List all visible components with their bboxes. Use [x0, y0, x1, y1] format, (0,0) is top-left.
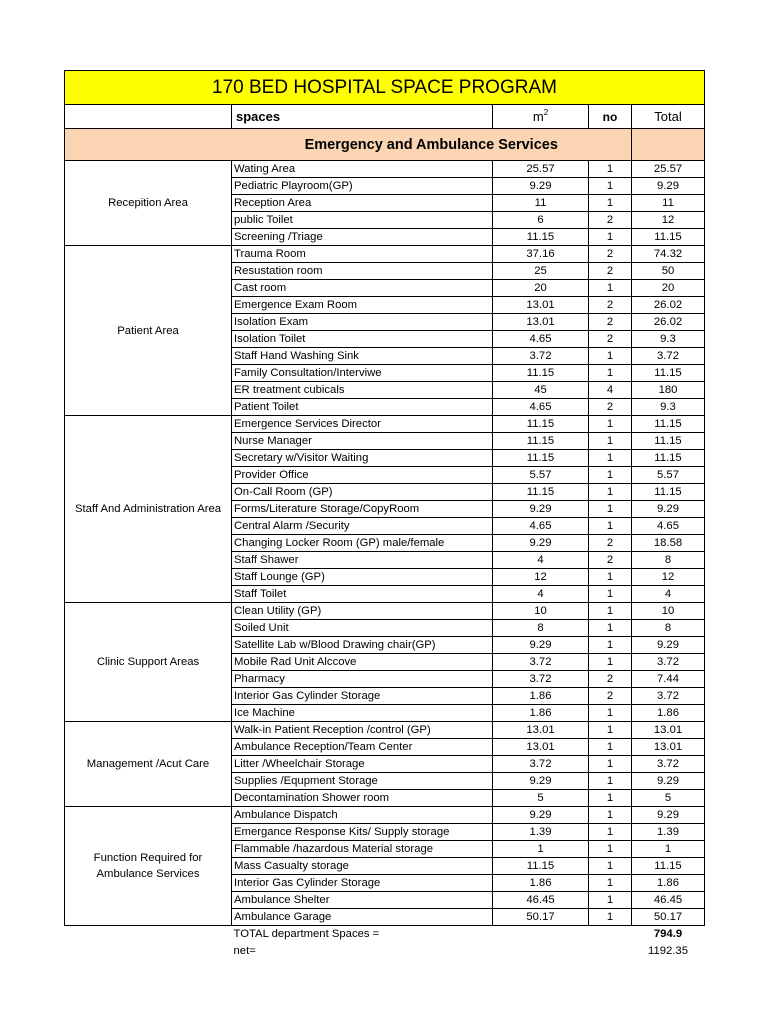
area-cell: 9.29: [493, 637, 589, 654]
space-name-cell: Ambulance Garage: [232, 909, 493, 926]
space-name-cell: Mobile Rad Unit Alccove: [232, 654, 493, 671]
total-cell: 3.72: [632, 348, 705, 365]
space-name-cell: Cast room: [232, 280, 493, 297]
area-cell: 6: [493, 212, 589, 229]
total-cell: 10: [632, 603, 705, 620]
count-cell: 2: [589, 297, 632, 314]
area-cell: 4.65: [493, 331, 589, 348]
space-name-cell: Central Alarm /Security: [232, 518, 493, 535]
count-cell: 2: [589, 314, 632, 331]
area-cell: 11.15: [493, 450, 589, 467]
header-area-exponent: 2: [543, 108, 549, 117]
area-cell: 3.72: [493, 671, 589, 688]
area-cell: 1: [493, 841, 589, 858]
count-cell: 1: [589, 620, 632, 637]
total-cell: 13.01: [632, 739, 705, 756]
area-cell: 25: [493, 263, 589, 280]
count-cell: 2: [589, 331, 632, 348]
net-row: [65, 942, 705, 959]
group-label: Staff And Administration Area: [65, 416, 232, 603]
space-name-cell: Pharmacy: [232, 671, 493, 688]
total-cell: 50: [632, 263, 705, 280]
area-cell: 9.29: [493, 773, 589, 790]
area-cell: 1.39: [493, 824, 589, 841]
total-cell: 1.39: [632, 824, 705, 841]
area-cell: 5.57: [493, 467, 589, 484]
area-cell: 8: [493, 620, 589, 637]
net-label: net=: [233, 944, 256, 957]
area-cell: 3.72: [493, 654, 589, 671]
count-cell: 2: [589, 688, 632, 705]
space-name-cell: Satellite Lab w/Blood Drawing chair(GP): [232, 637, 493, 654]
total-cell: 74.32: [632, 246, 705, 263]
area-cell: 4.65: [493, 399, 589, 416]
total-cell: 18.58: [632, 535, 705, 552]
total-label: TOTAL department Spaces =: [233, 928, 380, 941]
count-cell: 1: [589, 875, 632, 892]
title-row: [65, 71, 705, 105]
total-cell: 5: [632, 790, 705, 807]
total-cell: 8: [632, 620, 705, 637]
total-cell: 11.15: [632, 365, 705, 382]
space-name-cell: Changing Locker Room (GP) male/female: [232, 535, 493, 552]
count-cell: 1: [589, 195, 632, 212]
area-cell: 13.01: [493, 297, 589, 314]
total-cell: 11.15: [632, 858, 705, 875]
footer-blank: [65, 926, 232, 943]
table-row: [65, 161, 705, 178]
space-name-cell: Provider Office: [232, 467, 493, 484]
count-cell: 1: [589, 161, 632, 178]
space-program-table: [64, 70, 705, 959]
header-area: [493, 105, 589, 129]
total-row: [65, 926, 705, 943]
count-cell: 2: [589, 552, 632, 569]
count-cell: 1: [589, 722, 632, 739]
total-cell: 11.15: [632, 433, 705, 450]
space-name-cell: Emergence Exam Room: [232, 297, 493, 314]
space-name-cell: Trauma Room: [232, 246, 493, 263]
footer-blank: [65, 942, 232, 959]
space-name-cell: Interior Gas Cylinder Storage: [232, 688, 493, 705]
space-name-cell: Mass Casualty storage: [232, 858, 493, 875]
page-title: 170 BED HOSPITAL SPACE PROGRAM: [65, 71, 705, 105]
area-cell: 10: [493, 603, 589, 620]
area-cell: 9.29: [493, 807, 589, 824]
count-cell: 1: [589, 807, 632, 824]
space-name-cell: Wating Area: [232, 161, 493, 178]
total-cell: 11.15: [632, 416, 705, 433]
area-cell: 25.57: [493, 161, 589, 178]
count-cell: 1: [589, 433, 632, 450]
area-cell: 9.29: [493, 535, 589, 552]
header-spaces: spaces: [232, 105, 493, 129]
area-cell: 4: [493, 586, 589, 603]
section-blank: [65, 129, 232, 161]
total-cell: 26.02: [632, 297, 705, 314]
total-cell: 25.57: [632, 161, 705, 178]
total-cell: 3.72: [632, 756, 705, 773]
area-cell: 12: [493, 569, 589, 586]
area-cell: 11.15: [493, 416, 589, 433]
count-cell: 4: [589, 382, 632, 399]
total-cell: 9.3: [632, 331, 705, 348]
area-cell: 13.01: [493, 314, 589, 331]
total-cell: 1: [632, 841, 705, 858]
space-name-cell: Staff Toilet: [232, 586, 493, 603]
table-row: [65, 722, 705, 739]
space-name-cell: Ambulance Dispatch: [232, 807, 493, 824]
area-cell: 50.17: [493, 909, 589, 926]
group-label: Clinic Support Areas: [65, 603, 232, 722]
count-cell: 1: [589, 178, 632, 195]
space-name-cell: Flammable /hazardous Material storage: [232, 841, 493, 858]
total-cell: 11.15: [632, 450, 705, 467]
count-cell: 2: [589, 399, 632, 416]
table-row: [65, 807, 705, 824]
section-total-blank: [632, 129, 705, 161]
table-row: [65, 416, 705, 433]
area-cell: 11.15: [493, 365, 589, 382]
area-cell: 4: [493, 552, 589, 569]
total-cell: 9.29: [632, 637, 705, 654]
count-cell: 1: [589, 739, 632, 756]
header-area-unit: m: [532, 109, 544, 124]
total-cell: 13.01: [632, 722, 705, 739]
area-cell: 3.72: [493, 756, 589, 773]
space-name-cell: Staff Lounge (GP): [232, 569, 493, 586]
total-cell: 9.3: [632, 399, 705, 416]
count-cell: 1: [589, 416, 632, 433]
count-cell: 1: [589, 569, 632, 586]
count-cell: 1: [589, 824, 632, 841]
space-name-cell: Soiled Unit: [232, 620, 493, 637]
total-cell: 3.72: [632, 654, 705, 671]
space-name-cell: Ambulance Shelter: [232, 892, 493, 909]
total-cell: 11.15: [632, 229, 705, 246]
space-name-cell: Patient Toilet: [232, 399, 493, 416]
area-cell: 9.29: [493, 501, 589, 518]
total-cell: 12: [632, 569, 705, 586]
total-value: 794.9: [653, 928, 683, 941]
space-name-cell: Forms/Literature Storage/CopyRoom: [232, 501, 493, 518]
space-name-cell: Staff Hand Washing Sink: [232, 348, 493, 365]
total-cell: 1.86: [632, 705, 705, 722]
area-cell: 4.65: [493, 518, 589, 535]
space-name-cell: Emergance Response Kits/ Supply storage: [232, 824, 493, 841]
total-cell: 5.57: [632, 467, 705, 484]
space-name-cell: Ice Machine: [232, 705, 493, 722]
total-cell: 26.02: [632, 314, 705, 331]
count-cell: 1: [589, 637, 632, 654]
group-label: Function Required for Ambulance Services: [65, 807, 232, 926]
area-cell: 11.15: [493, 858, 589, 875]
count-cell: 1: [589, 365, 632, 382]
total-cell: 8: [632, 552, 705, 569]
count-cell: 2: [589, 535, 632, 552]
group-label: Patient Area: [65, 246, 232, 416]
header-count: no: [589, 105, 632, 129]
header-blank: [65, 105, 232, 129]
area-cell: 1.86: [493, 688, 589, 705]
area-cell: 46.45: [493, 892, 589, 909]
space-name-cell: Clean Utility (GP): [232, 603, 493, 620]
header-row: [65, 105, 705, 129]
space-name-cell: Reception Area: [232, 195, 493, 212]
space-name-cell: Litter /Wheelchair Storage: [232, 756, 493, 773]
space-program-sheet: [64, 70, 704, 959]
total-cell: 20: [632, 280, 705, 297]
count-cell: 1: [589, 280, 632, 297]
total-cell: 1.86: [632, 875, 705, 892]
space-name-cell: Resustation room: [232, 263, 493, 280]
area-cell: 3.72: [493, 348, 589, 365]
area-cell: 45: [493, 382, 589, 399]
count-cell: 2: [589, 263, 632, 280]
total-cell: 9.29: [632, 178, 705, 195]
space-name-cell: Screening /Triage: [232, 229, 493, 246]
section-title: Emergency and Ambulance Services: [232, 129, 632, 161]
count-cell: 1: [589, 348, 632, 365]
area-cell: 1.86: [493, 705, 589, 722]
space-name-cell: Family Consultation/Interviwe: [232, 365, 493, 382]
total-cell: 50.17: [632, 909, 705, 926]
space-name-cell: Staff Shawer: [232, 552, 493, 569]
table-row: [65, 603, 705, 620]
group-label: Management /Acut Care: [65, 722, 232, 807]
area-cell: 11: [493, 195, 589, 212]
total-cell: 4: [632, 586, 705, 603]
count-cell: 2: [589, 246, 632, 263]
count-cell: 1: [589, 450, 632, 467]
total-cell: 7.44: [632, 671, 705, 688]
count-cell: 1: [589, 518, 632, 535]
total-cell: 180: [632, 382, 705, 399]
count-cell: 2: [589, 671, 632, 688]
total-cell: 9.29: [632, 807, 705, 824]
net-value: 1192.35: [648, 944, 688, 957]
space-name-cell: Secretary w/Visitor Waiting: [232, 450, 493, 467]
space-name-cell: Nurse Manager: [232, 433, 493, 450]
area-cell: 5: [493, 790, 589, 807]
space-name-cell: Isolation Exam: [232, 314, 493, 331]
space-name-cell: Ambulance Reception/Team Center: [232, 739, 493, 756]
area-cell: 11.15: [493, 433, 589, 450]
space-name-cell: Decontamination Shower room: [232, 790, 493, 807]
total-cell: 3.72: [632, 688, 705, 705]
area-cell: 20: [493, 280, 589, 297]
count-cell: 1: [589, 586, 632, 603]
count-cell: 1: [589, 773, 632, 790]
space-name-cell: ER treatment cubicals: [232, 382, 493, 399]
table-row: [65, 246, 705, 263]
group-label: Recepition Area: [65, 161, 232, 246]
count-cell: 1: [589, 841, 632, 858]
space-name-cell: Emergence Services Director: [232, 416, 493, 433]
area-cell: 9.29: [493, 178, 589, 195]
space-name-cell: Pediatric Playroom(GP): [232, 178, 493, 195]
area-cell: 11.15: [493, 229, 589, 246]
count-cell: 1: [589, 229, 632, 246]
count-cell: 1: [589, 892, 632, 909]
total-cell: 46.45: [632, 892, 705, 909]
count-cell: 1: [589, 603, 632, 620]
area-cell: 1.86: [493, 875, 589, 892]
area-cell: 13.01: [493, 722, 589, 739]
total-cell: 4.65: [632, 518, 705, 535]
count-cell: 1: [589, 909, 632, 926]
total-cell: 9.29: [632, 773, 705, 790]
area-cell: 13.01: [493, 739, 589, 756]
header-total: Total: [632, 105, 705, 129]
space-name-cell: Supplies /Equpment Storage: [232, 773, 493, 790]
total-cell: 11: [632, 195, 705, 212]
space-name-cell: Isolation Toilet: [232, 331, 493, 348]
count-cell: 1: [589, 705, 632, 722]
count-cell: 1: [589, 467, 632, 484]
total-cell: 11.15: [632, 484, 705, 501]
count-cell: 1: [589, 858, 632, 875]
space-name-cell: Walk-in Patient Reception /control (GP): [232, 722, 493, 739]
count-cell: 2: [589, 212, 632, 229]
total-cell: 12: [632, 212, 705, 229]
space-name-cell: public Toilet: [232, 212, 493, 229]
total-cell: 9.29: [632, 501, 705, 518]
count-cell: 1: [589, 756, 632, 773]
space-name-cell: Interior Gas Cylinder Storage: [232, 875, 493, 892]
area-cell: 37.16: [493, 246, 589, 263]
space-name-cell: On-Call Room (GP): [232, 484, 493, 501]
section-row: [65, 129, 705, 161]
count-cell: 1: [589, 790, 632, 807]
area-cell: 11.15: [493, 484, 589, 501]
count-cell: 1: [589, 654, 632, 671]
count-cell: 1: [589, 501, 632, 518]
count-cell: 1: [589, 484, 632, 501]
